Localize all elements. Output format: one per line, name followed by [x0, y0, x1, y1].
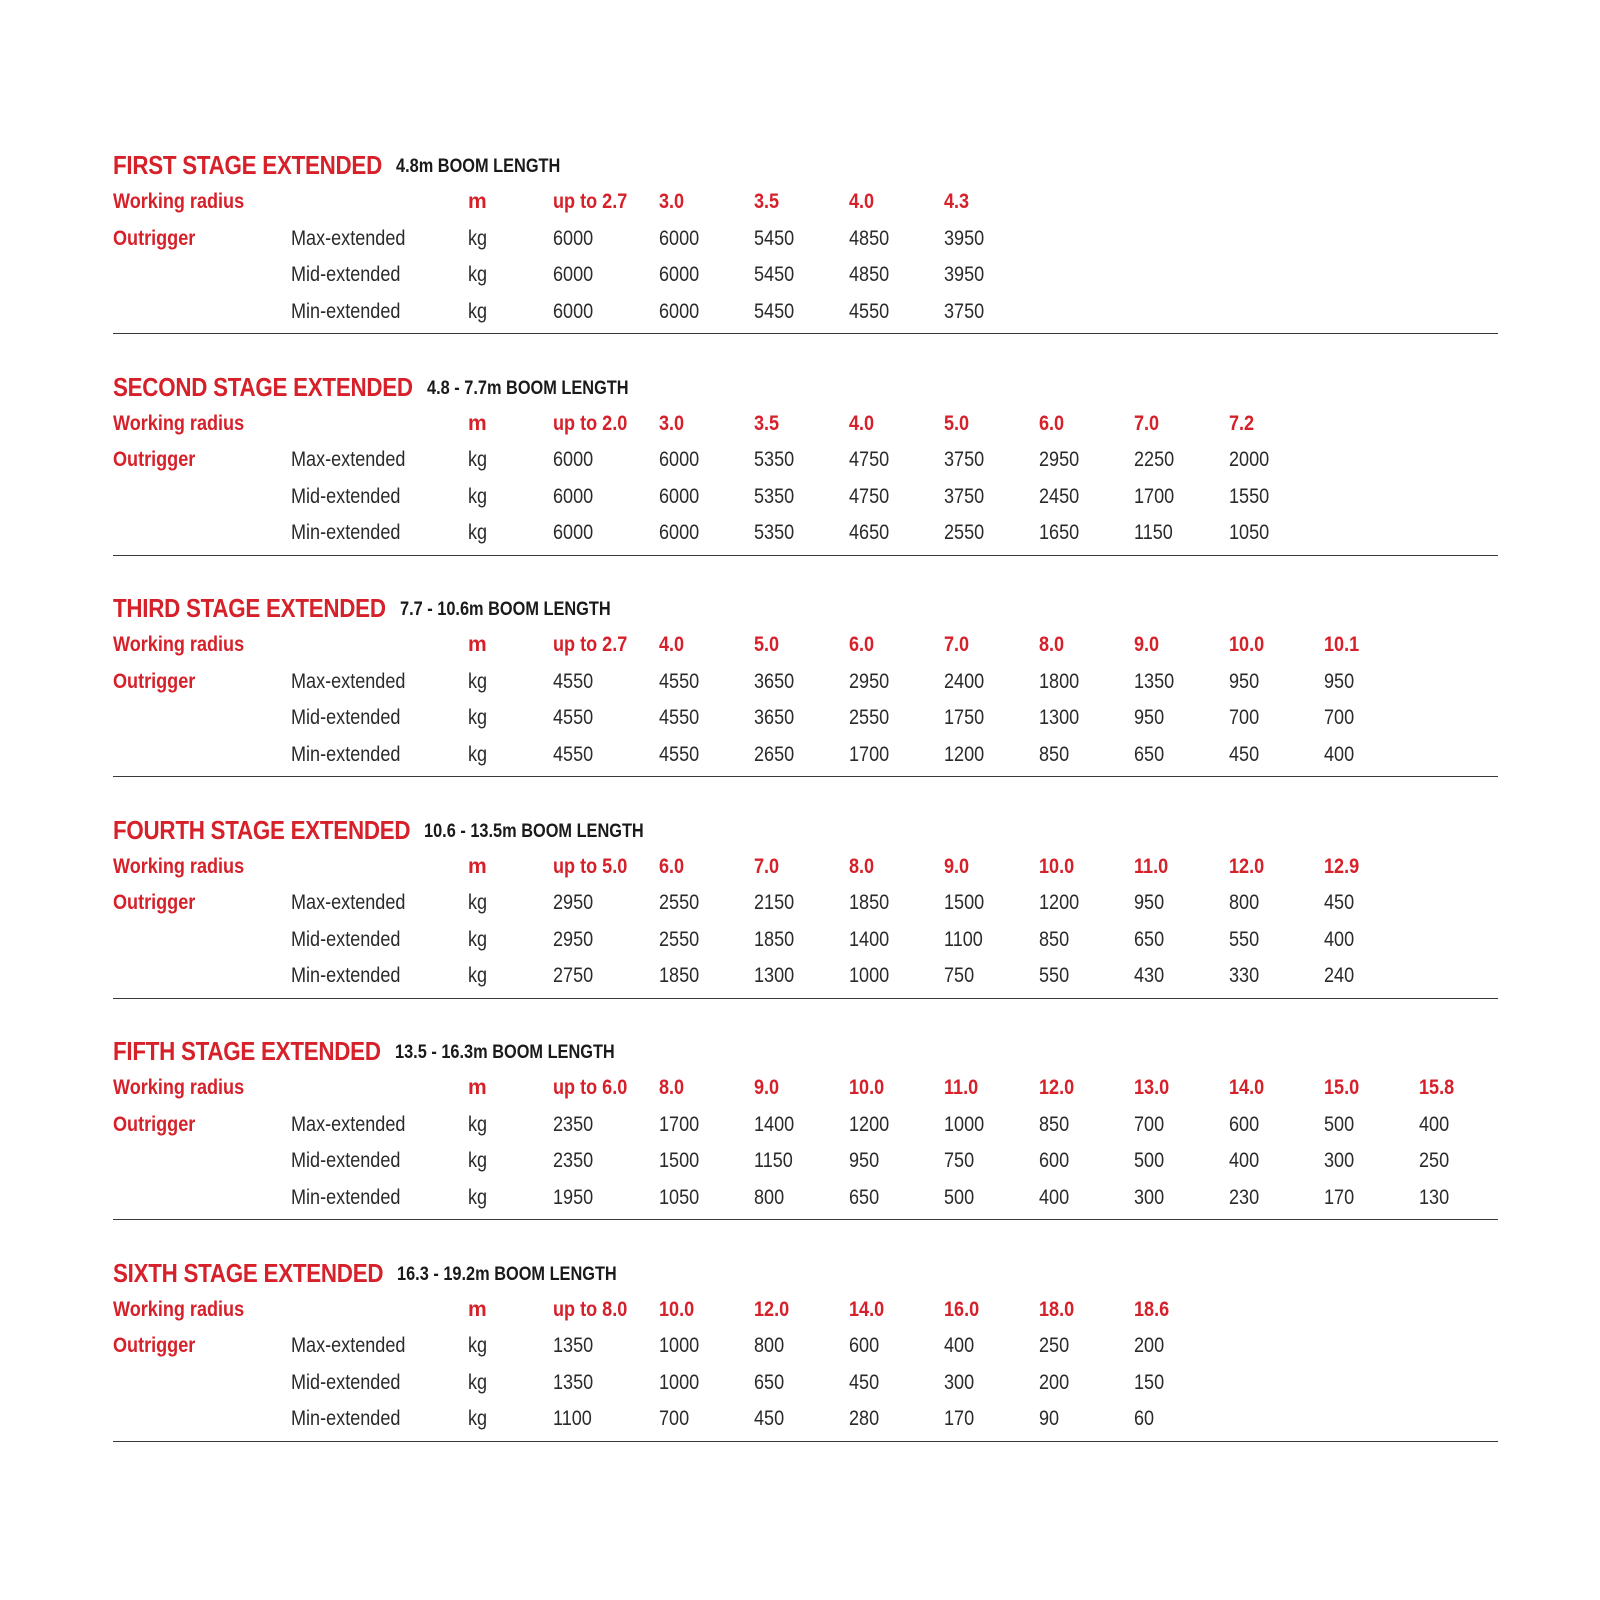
radius-value: up to 2.7 — [553, 633, 628, 656]
outrigger-label: Outrigger — [113, 226, 196, 250]
load-value: 230 — [1229, 1185, 1260, 1209]
stage-title: THIRD STAGE EXTENDED — [113, 593, 386, 623]
radius-value: 4.0 — [849, 190, 875, 213]
load-value: 1550 — [1229, 484, 1270, 508]
load-value: 1400 — [754, 1112, 795, 1136]
load-value: 150 — [1134, 1370, 1165, 1394]
load-value: 650 — [1134, 927, 1165, 951]
load-value: 3750 — [944, 484, 985, 508]
load-value: 2350 — [553, 1149, 594, 1172]
load-value: 750 — [944, 1149, 975, 1172]
load-value: 2450 — [1039, 484, 1080, 508]
outrigger-config-label: Mid-extended — [291, 484, 401, 508]
boom-length: 4.8m BOOM LENGTH — [395, 156, 561, 177]
load-unit: kg — [468, 484, 488, 508]
load-value: 6000 — [553, 448, 594, 471]
outrigger-config-label: Max-extended — [291, 891, 406, 914]
radius-value: 10.0 — [659, 1297, 695, 1321]
load-unit: kg — [468, 263, 488, 286]
outrigger-label: Outrigger — [113, 669, 196, 693]
load-value: 6000 — [553, 521, 594, 544]
stage-section — [113, 1256, 1498, 1476]
load-value: 3750 — [944, 299, 985, 323]
load-value: 950 — [1134, 891, 1165, 914]
load-value: 2400 — [944, 669, 985, 693]
load-unit: kg — [468, 448, 488, 471]
load-value: 400 — [1419, 1112, 1450, 1136]
load-value: 950 — [1324, 669, 1355, 693]
load-value: 1150 — [754, 1149, 793, 1172]
load-value: 1700 — [849, 742, 890, 766]
outrigger-config-label: Max-extended — [291, 1334, 406, 1357]
load-value: 1500 — [659, 1149, 700, 1172]
load-value: 650 — [849, 1185, 880, 1209]
load-value: 430 — [1134, 964, 1165, 987]
load-value: 5350 — [754, 448, 795, 471]
working-radius-label: Working radius — [113, 411, 245, 435]
boom-length: 13.5 - 16.3m BOOM LENGTH — [394, 1042, 615, 1063]
outrigger-label: Outrigger — [113, 448, 196, 471]
load-value: 1200 — [1039, 891, 1080, 914]
load-value: 6000 — [553, 263, 594, 286]
radius-value: 5.0 — [944, 411, 970, 435]
load-value: 1850 — [849, 891, 890, 914]
radius-value: 3.0 — [659, 190, 685, 213]
section-divider — [113, 998, 1498, 999]
load-value: 300 — [944, 1370, 975, 1394]
radius-value: 3.5 — [754, 411, 780, 435]
load-unit: kg — [468, 706, 488, 729]
radius-value: 12.0 — [1229, 854, 1265, 878]
load-value: 1050 — [1229, 521, 1270, 544]
boom-length: 7.7 - 10.6m BOOM LENGTH — [399, 599, 611, 620]
radius-value: 16.0 — [944, 1297, 980, 1321]
radius-value: 3.0 — [659, 411, 685, 435]
radius-value: 9.0 — [1134, 633, 1160, 656]
load-value: 2650 — [754, 742, 795, 766]
radius-value: up to 2.0 — [553, 411, 628, 435]
load-unit: kg — [468, 1185, 488, 1209]
load-unit: kg — [468, 964, 488, 987]
load-value: 1700 — [659, 1112, 700, 1136]
radius-unit: m — [468, 633, 487, 656]
stage-heading — [113, 370, 629, 404]
load-value: 200 — [1134, 1334, 1165, 1357]
radius-value: 9.0 — [944, 854, 970, 878]
stage-heading — [113, 591, 611, 625]
stage-heading — [113, 813, 645, 847]
radius-value: 15.0 — [1324, 1076, 1360, 1099]
load-unit: kg — [468, 1407, 488, 1430]
stage-heading — [113, 148, 561, 182]
radius-value: 4.0 — [849, 411, 875, 435]
load-value: 850 — [1039, 742, 1070, 766]
load-value: 4550 — [659, 706, 700, 729]
outrigger-config-label: Max-extended — [291, 226, 406, 250]
load-value: 300 — [1324, 1149, 1355, 1172]
load-value: 1650 — [1039, 521, 1080, 544]
load-unit: kg — [468, 1149, 488, 1172]
radius-value: 7.0 — [754, 854, 780, 878]
load-unit: kg — [468, 1334, 488, 1357]
radius-unit: m — [468, 1297, 487, 1321]
section-divider — [113, 555, 1498, 556]
load-value: 2150 — [754, 891, 795, 914]
load-value: 2550 — [659, 927, 700, 951]
load-value: 330 — [1229, 964, 1260, 987]
load-value: 1700 — [1134, 484, 1175, 508]
stage-section — [113, 370, 1498, 590]
load-value: 130 — [1419, 1185, 1450, 1209]
load-value: 6000 — [659, 263, 700, 286]
load-value: 5350 — [754, 521, 795, 544]
load-value: 170 — [944, 1407, 975, 1430]
load-value: 1300 — [1039, 706, 1080, 729]
boom-length: 16.3 - 19.2m BOOM LENGTH — [397, 1263, 617, 1285]
boom-length: 4.8 - 7.7m BOOM LENGTH — [426, 377, 629, 399]
load-value: 400 — [1324, 927, 1355, 951]
radius-value: 6.0 — [659, 854, 685, 878]
stage-section — [113, 1034, 1498, 1254]
load-value: 1100 — [553, 1407, 592, 1430]
radius-value: 12.0 — [754, 1297, 790, 1321]
load-value: 3950 — [944, 226, 985, 250]
radius-value: 18.0 — [1039, 1297, 1075, 1321]
load-value: 4650 — [849, 521, 890, 544]
outrigger-config-label: Min-extended — [291, 521, 401, 544]
stage-heading — [113, 1256, 617, 1290]
radius-value: 8.0 — [659, 1076, 685, 1099]
load-unit: kg — [468, 226, 488, 250]
load-value: 2550 — [944, 521, 985, 544]
load-value: 1350 — [553, 1370, 594, 1394]
radius-value: 15.8 — [1419, 1076, 1455, 1099]
load-value: 1050 — [659, 1185, 700, 1209]
radius-value: 7.0 — [1134, 411, 1160, 435]
load-value: 4550 — [553, 706, 594, 729]
radius-value: 11.0 — [944, 1076, 979, 1099]
load-value: 5350 — [754, 484, 795, 508]
load-value: 1000 — [659, 1334, 700, 1357]
radius-unit: m — [468, 1076, 487, 1099]
load-value: 1000 — [659, 1370, 700, 1394]
outrigger-config-label: Mid-extended — [291, 263, 401, 286]
radius-value: up to 2.7 — [553, 190, 628, 213]
stage-title: FIFTH STAGE EXTENDED — [113, 1036, 381, 1066]
load-value: 300 — [1134, 1185, 1165, 1209]
load-value: 950 — [849, 1149, 880, 1172]
load-value: 4850 — [849, 263, 890, 286]
radius-value: 6.0 — [849, 633, 875, 656]
load-value: 280 — [849, 1407, 880, 1430]
outrigger-config-label: Min-extended — [291, 742, 401, 766]
radius-value: 8.0 — [849, 854, 875, 878]
load-value: 4850 — [849, 226, 890, 250]
load-value: 4550 — [659, 669, 700, 693]
load-value: 4550 — [849, 299, 890, 323]
outrigger-config-label: Mid-extended — [291, 706, 401, 729]
load-value: 1300 — [754, 964, 795, 987]
load-value: 700 — [659, 1407, 690, 1430]
load-value: 6000 — [659, 448, 700, 471]
outrigger-config-label: Min-extended — [291, 1407, 401, 1430]
radius-value: 14.0 — [849, 1297, 885, 1321]
load-value: 1850 — [659, 964, 700, 987]
radius-unit: m — [468, 854, 487, 878]
load-value: 800 — [754, 1334, 785, 1357]
radius-value: 7.2 — [1229, 411, 1255, 435]
load-value: 6000 — [659, 299, 700, 323]
outrigger-config-label: Min-extended — [291, 299, 401, 323]
outrigger-config-label: Mid-extended — [291, 1370, 401, 1394]
section-divider — [113, 333, 1498, 334]
load-value: 750 — [944, 964, 975, 987]
radius-value: 10.0 — [1229, 633, 1265, 656]
radius-value: up to 5.0 — [553, 854, 628, 878]
load-value: 450 — [1229, 742, 1260, 766]
outrigger-config-label: Mid-extended — [291, 927, 401, 951]
load-value: 2250 — [1134, 448, 1175, 471]
radius-value: 14.0 — [1229, 1076, 1265, 1099]
load-value: 1950 — [553, 1185, 594, 1209]
load-value: 1800 — [1039, 669, 1080, 693]
stage-section — [113, 148, 1498, 368]
radius-unit: m — [468, 190, 487, 213]
outrigger-config-label: Min-extended — [291, 964, 401, 987]
load-value: 6000 — [553, 484, 594, 508]
stage-section — [113, 813, 1498, 1033]
load-value: 1200 — [944, 742, 985, 766]
load-value: 240 — [1324, 964, 1355, 987]
load-value: 90 — [1039, 1407, 1060, 1430]
load-value: 450 — [849, 1370, 880, 1394]
load-value: 600 — [1229, 1112, 1260, 1136]
load-value: 200 — [1039, 1370, 1070, 1394]
section-divider — [113, 1219, 1498, 1220]
load-value: 950 — [1229, 669, 1260, 693]
load-value: 5450 — [754, 299, 795, 323]
load-value: 2950 — [849, 669, 890, 693]
load-value: 550 — [1039, 964, 1070, 987]
load-value: 2750 — [553, 964, 594, 987]
stage-heading — [113, 1034, 615, 1068]
load-value: 2950 — [553, 891, 594, 914]
load-value: 1750 — [944, 706, 985, 729]
load-unit: kg — [468, 669, 488, 693]
radius-value: 9.0 — [754, 1076, 780, 1099]
radius-value: 13.0 — [1134, 1076, 1170, 1099]
load-value: 6000 — [659, 521, 700, 544]
outrigger-config-label: Max-extended — [291, 1112, 406, 1136]
load-value: 3650 — [754, 669, 795, 693]
load-value: 450 — [754, 1407, 785, 1430]
load-value: 500 — [1134, 1149, 1165, 1172]
load-value: 400 — [944, 1334, 975, 1357]
load-value: 6000 — [659, 484, 700, 508]
load-value: 600 — [849, 1334, 880, 1357]
radius-value: 11.0 — [1134, 854, 1169, 878]
load-unit: kg — [468, 1370, 488, 1394]
radius-value: 18.6 — [1134, 1297, 1170, 1321]
load-value: 400 — [1039, 1185, 1070, 1209]
working-radius-label: Working radius — [113, 190, 245, 213]
load-value: 4550 — [553, 669, 594, 693]
radius-value: 5.0 — [754, 633, 780, 656]
stage-title: FOURTH STAGE EXTENDED — [113, 814, 411, 845]
load-value: 850 — [1039, 1112, 1070, 1136]
load-value: 4550 — [659, 742, 700, 766]
stage-section — [113, 591, 1498, 811]
load-value: 250 — [1039, 1334, 1070, 1357]
load-value: 2550 — [849, 706, 890, 729]
radius-value: 10.0 — [1039, 854, 1075, 878]
load-value: 500 — [1324, 1112, 1355, 1136]
outrigger-label: Outrigger — [113, 1112, 196, 1136]
radius-unit: m — [468, 411, 487, 435]
load-value: 1150 — [1134, 521, 1173, 544]
load-value: 60 — [1134, 1407, 1155, 1430]
load-value: 3750 — [944, 448, 985, 471]
radius-value: 10.0 — [849, 1076, 885, 1099]
load-value: 2950 — [1039, 448, 1080, 471]
load-value: 5450 — [754, 263, 795, 286]
load-value: 1350 — [553, 1334, 594, 1357]
load-value: 2550 — [659, 891, 700, 914]
load-unit: kg — [468, 742, 488, 766]
radius-value: 10.1 — [1324, 633, 1360, 656]
load-value: 650 — [754, 1370, 785, 1394]
load-value: 550 — [1229, 927, 1260, 951]
load-value: 4550 — [553, 742, 594, 766]
load-value: 1400 — [849, 927, 890, 951]
radius-value: 8.0 — [1039, 633, 1065, 656]
outrigger-config-label: Min-extended — [291, 1185, 401, 1209]
stage-title: FIRST STAGE EXTENDED — [113, 150, 382, 180]
load-value: 400 — [1324, 742, 1355, 766]
section-divider — [113, 1441, 1498, 1442]
radius-value: 12.0 — [1039, 1076, 1075, 1099]
load-unit: kg — [468, 891, 488, 914]
load-unit: kg — [468, 521, 488, 544]
load-value: 6000 — [659, 226, 700, 250]
load-value: 2350 — [553, 1112, 594, 1136]
load-value: 3650 — [754, 706, 795, 729]
working-radius-label: Working radius — [113, 854, 245, 878]
load-value: 700 — [1324, 706, 1355, 729]
load-value: 950 — [1134, 706, 1165, 729]
load-value: 3950 — [944, 263, 985, 286]
load-value: 4750 — [849, 448, 890, 471]
load-value: 1200 — [849, 1112, 890, 1136]
radius-value: 4.3 — [944, 190, 970, 213]
load-value: 1850 — [754, 927, 795, 951]
stage-title: SIXTH STAGE EXTENDED — [113, 1257, 384, 1288]
load-value: 800 — [1229, 891, 1260, 914]
load-value: 800 — [754, 1185, 785, 1209]
load-value: 400 — [1229, 1149, 1260, 1172]
load-value: 6000 — [553, 226, 594, 250]
load-value: 1000 — [944, 1112, 985, 1136]
load-value: 650 — [1134, 742, 1165, 766]
load-value: 1000 — [849, 964, 890, 987]
load-value: 700 — [1134, 1112, 1165, 1136]
load-value: 1100 — [944, 927, 983, 951]
radius-value: 4.0 — [659, 633, 685, 656]
outrigger-label: Outrigger — [113, 891, 196, 914]
stage-title: SECOND STAGE EXTENDED — [113, 371, 413, 402]
boom-length: 10.6 - 13.5m BOOM LENGTH — [424, 820, 645, 842]
outrigger-label: Outrigger — [113, 1334, 196, 1357]
load-value: 700 — [1229, 706, 1260, 729]
outrigger-config-label: Mid-extended — [291, 1149, 401, 1172]
load-value: 450 — [1324, 891, 1355, 914]
load-value: 5450 — [754, 226, 795, 250]
load-value: 2000 — [1229, 448, 1270, 471]
load-value: 2950 — [553, 927, 594, 951]
radius-value: 12.9 — [1324, 854, 1360, 878]
load-unit: kg — [468, 927, 488, 951]
load-value: 600 — [1039, 1149, 1070, 1172]
section-divider — [113, 776, 1498, 777]
radius-value: 7.0 — [944, 633, 970, 656]
load-value: 6000 — [553, 299, 594, 323]
working-radius-label: Working radius — [113, 633, 245, 656]
radius-value: up to 6.0 — [553, 1076, 628, 1099]
radius-value: up to 8.0 — [553, 1297, 628, 1321]
load-value: 1500 — [944, 891, 985, 914]
load-unit: kg — [468, 1112, 488, 1136]
radius-value: 6.0 — [1039, 411, 1065, 435]
load-unit: kg — [468, 299, 488, 323]
load-value: 1350 — [1134, 669, 1175, 693]
load-value: 250 — [1419, 1149, 1450, 1172]
radius-value: 3.5 — [754, 190, 780, 213]
load-value: 170 — [1324, 1185, 1355, 1209]
working-radius-label: Working radius — [113, 1297, 245, 1321]
working-radius-label: Working radius — [113, 1076, 245, 1099]
outrigger-config-label: Max-extended — [291, 669, 406, 693]
outrigger-config-label: Max-extended — [291, 448, 406, 471]
load-value: 4750 — [849, 484, 890, 508]
load-value: 850 — [1039, 927, 1070, 951]
load-value: 500 — [944, 1185, 975, 1209]
